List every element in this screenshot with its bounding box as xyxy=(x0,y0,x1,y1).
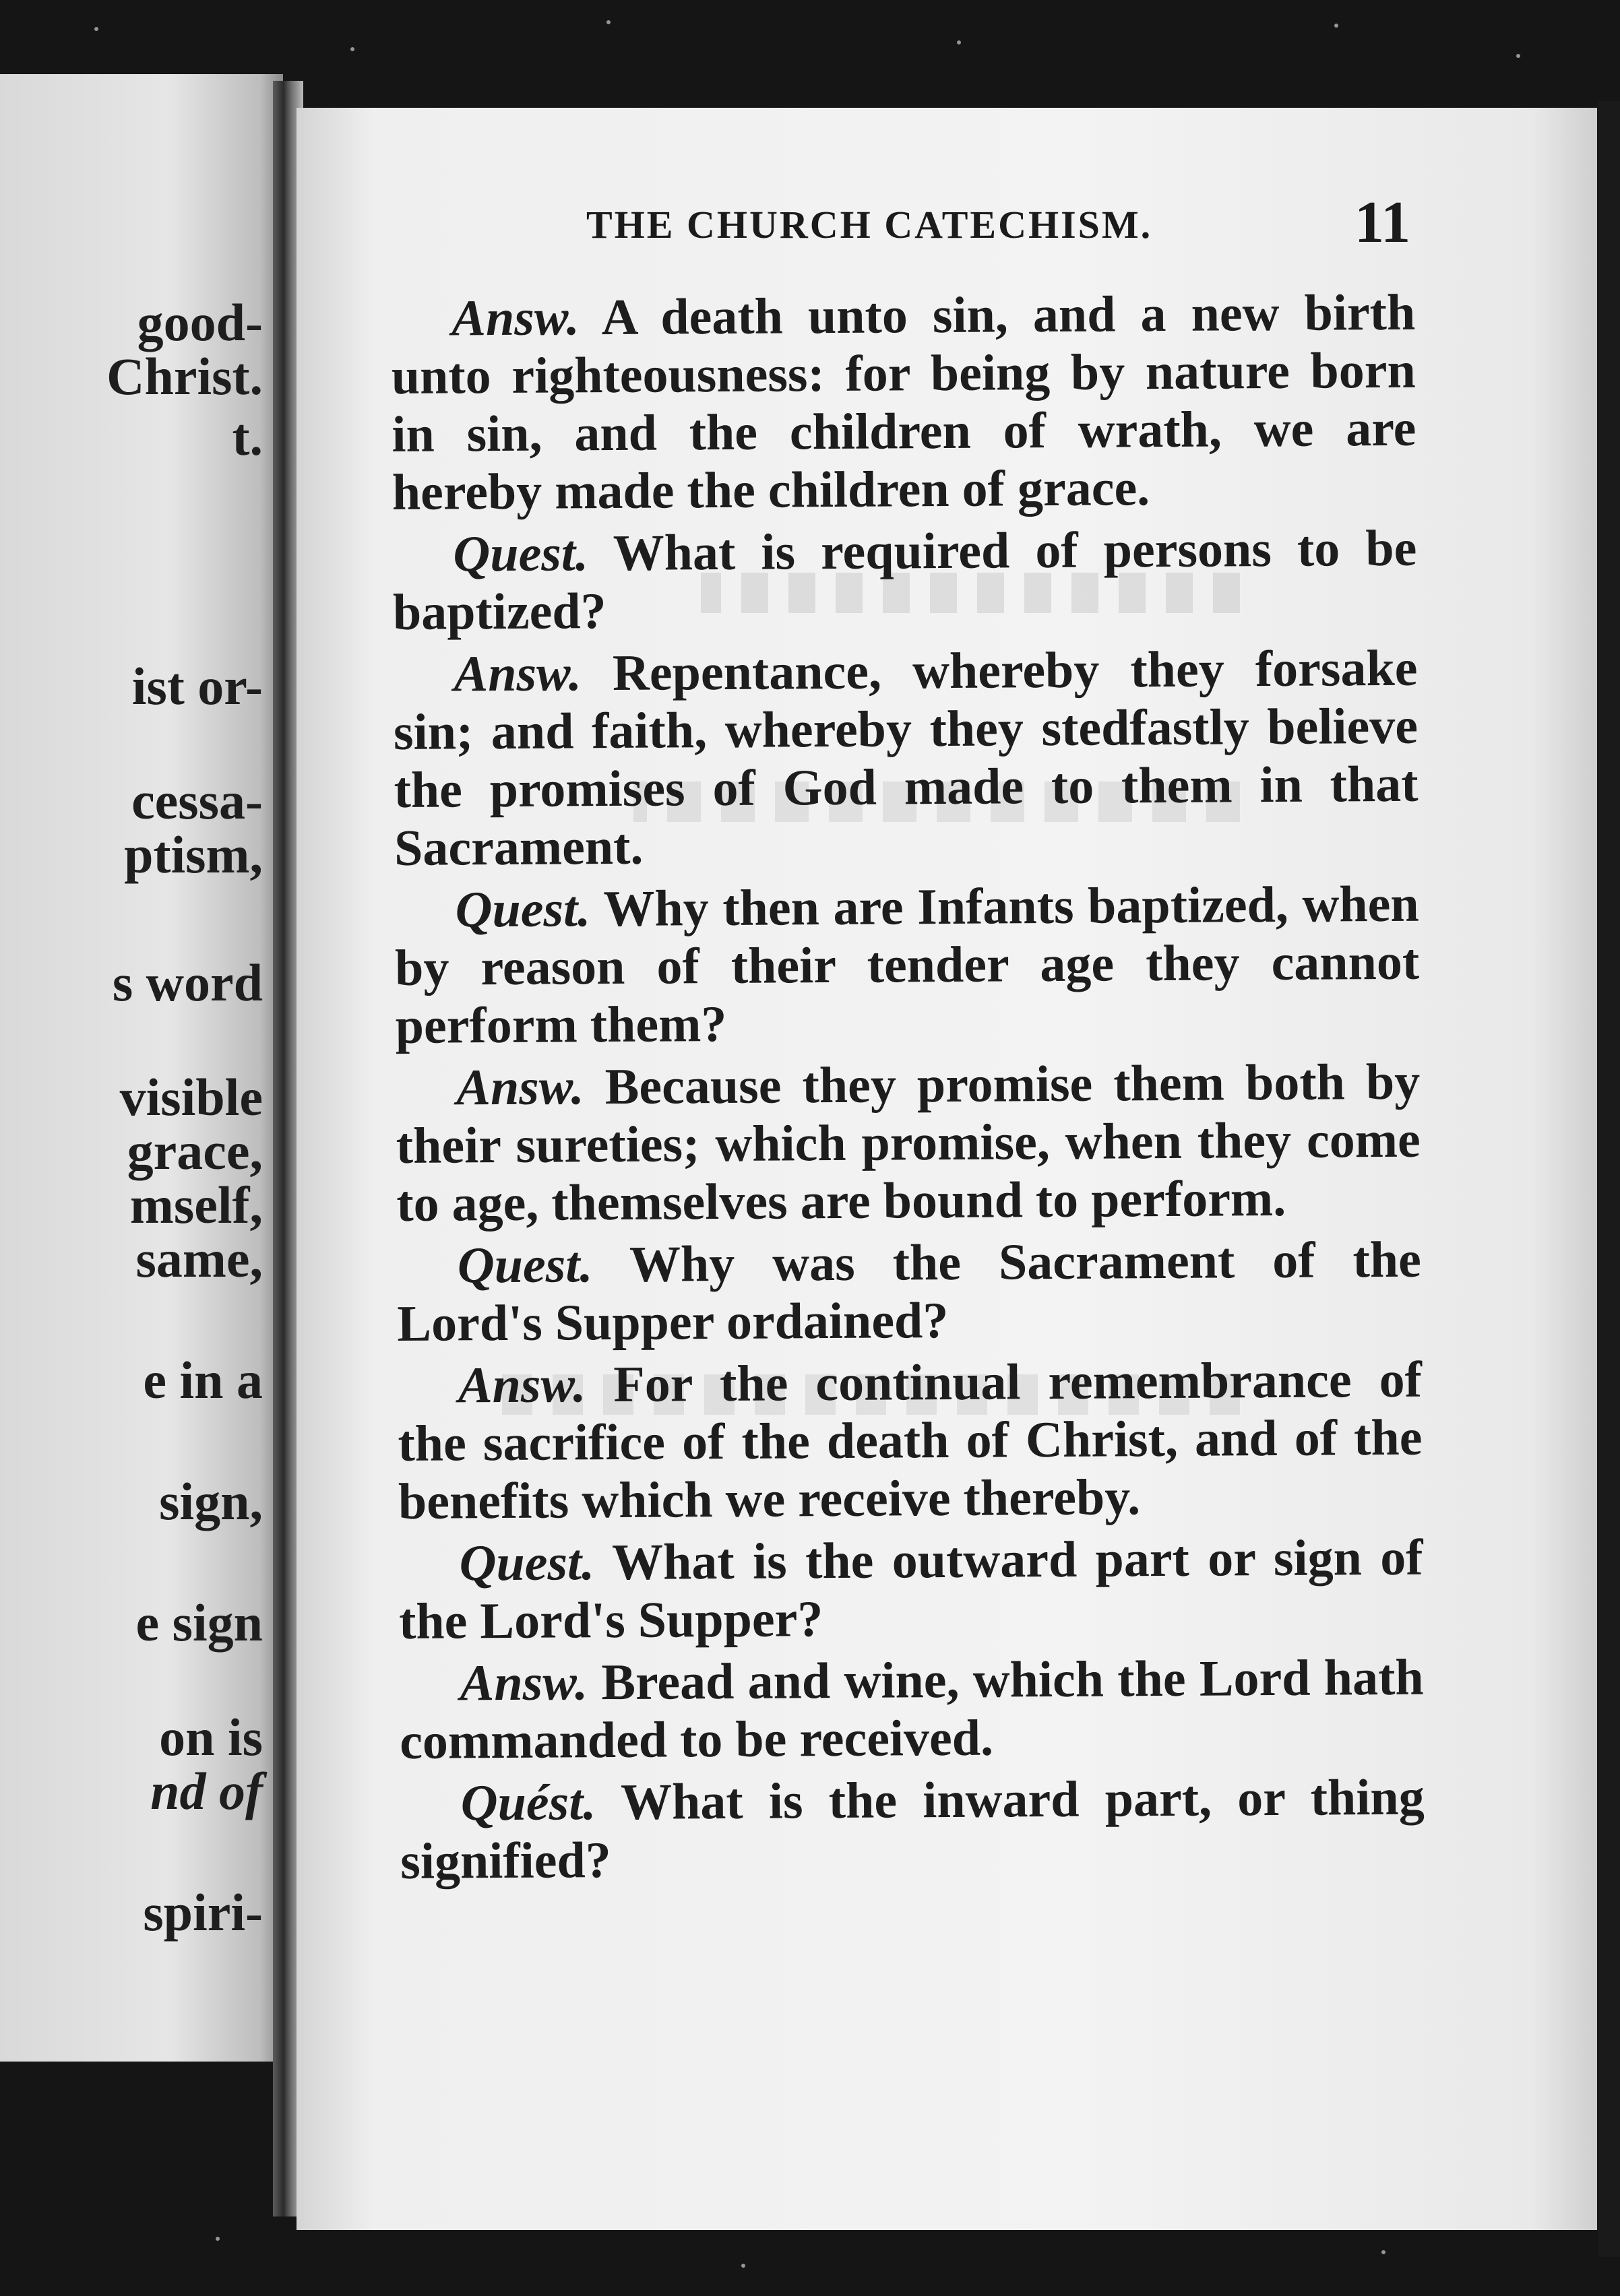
answer-paragraph xyxy=(393,639,1419,877)
question-label: Quest. xyxy=(455,881,591,938)
left-page-line: mself, xyxy=(129,1176,263,1234)
left-page-line: s word xyxy=(112,953,263,1012)
question-text: Why then are Infants baptized, when by reason of their tender age they cannot perform them? xyxy=(394,875,1420,1054)
question-paragraph xyxy=(400,1768,1425,1890)
question-text: Why was the Sacrament of the Lord's Supper ordained? xyxy=(397,1231,1422,1352)
left-page-line: visible xyxy=(119,1068,263,1126)
answer-text: Because they promise them both by their sureties; which promise, when they come to age, themselves are bound to perform. xyxy=(396,1053,1421,1232)
answer-label: Answ. xyxy=(456,1058,584,1116)
question-paragraph xyxy=(397,1231,1422,1353)
scan-speck xyxy=(1381,2250,1385,2254)
running-title: THE CHURCH CATECHISM. xyxy=(586,203,1153,247)
question-label: Quést. xyxy=(460,1774,596,1832)
answer-paragraph xyxy=(398,1351,1423,1531)
question-text: What is required of persons to be baptized? xyxy=(392,519,1417,641)
left-page-line: e sign xyxy=(135,1593,263,1652)
left-page-line: e in a xyxy=(143,1351,263,1409)
answer-text: For the continual remembrance of the sacrifice of the death of Christ, and of the benefits which we receive thereby. xyxy=(398,1351,1423,1530)
question-label: Quest. xyxy=(453,525,589,583)
answer-paragraph xyxy=(399,1649,1424,1771)
left-page-line: on is xyxy=(159,1708,263,1766)
left-page-line: spiri- xyxy=(143,1883,263,1942)
answer-label: Answ. xyxy=(458,1356,586,1414)
left-page-line: ist or- xyxy=(131,657,263,715)
scan-speck xyxy=(216,2237,220,2241)
left-page-line: same, xyxy=(135,1230,263,1288)
left-page-line: good- xyxy=(137,293,263,352)
catechism-page xyxy=(297,108,1597,2230)
left-page-line: Christ. xyxy=(106,347,263,406)
question-paragraph xyxy=(398,1529,1423,1651)
left-page-line: nd of xyxy=(150,1762,263,1820)
question-text: What is the outward part or sign of the Lord's Supper? xyxy=(398,1529,1423,1650)
answer-text: Bread and wine, which the Lord hath commanded to be received. xyxy=(399,1649,1424,1770)
left-page-line: sign, xyxy=(159,1472,263,1531)
question-label: Quest. xyxy=(459,1534,595,1592)
scan-speck xyxy=(1516,54,1520,58)
question-label: Quest. xyxy=(457,1236,593,1294)
running-header xyxy=(297,189,1597,256)
left-page-line: ptism, xyxy=(124,825,263,884)
scan-speck xyxy=(957,40,961,44)
answer-text: Repentance, whereby they forsake sin; and faith, whereby they stedfastly believe the promises of God made to them in that Sacrament. xyxy=(393,639,1419,876)
scan-speck xyxy=(606,20,611,24)
answer-paragraph xyxy=(396,1053,1421,1233)
answer-text: A death unto sin, and a new birth unto righteousness: for being by nature born in sin, and the children of wrath, we are hereby made the children of grace. xyxy=(391,284,1416,521)
question-text: What is the inward part, or thing signified? xyxy=(400,1768,1425,1890)
scan-speck xyxy=(350,47,354,51)
catechism-text xyxy=(391,284,1425,1894)
answer-label: Answ. xyxy=(460,1654,588,1712)
scan-speck xyxy=(1334,24,1338,28)
answer-label: Answ. xyxy=(451,289,580,347)
scan-speck xyxy=(94,27,98,31)
previous-page-fragment xyxy=(0,74,283,2062)
page-number: 11 xyxy=(1354,190,1411,255)
left-page-line: grace, xyxy=(127,1122,263,1180)
left-page-line: t. xyxy=(232,408,263,466)
scan-border xyxy=(1598,101,1620,2257)
question-paragraph xyxy=(394,875,1420,1055)
answer-label: Answ. xyxy=(454,645,582,703)
scan-speck xyxy=(741,2264,745,2268)
answer-paragraph xyxy=(391,284,1416,521)
question-paragraph xyxy=(392,519,1417,641)
left-page-line: cessa- xyxy=(131,771,263,830)
